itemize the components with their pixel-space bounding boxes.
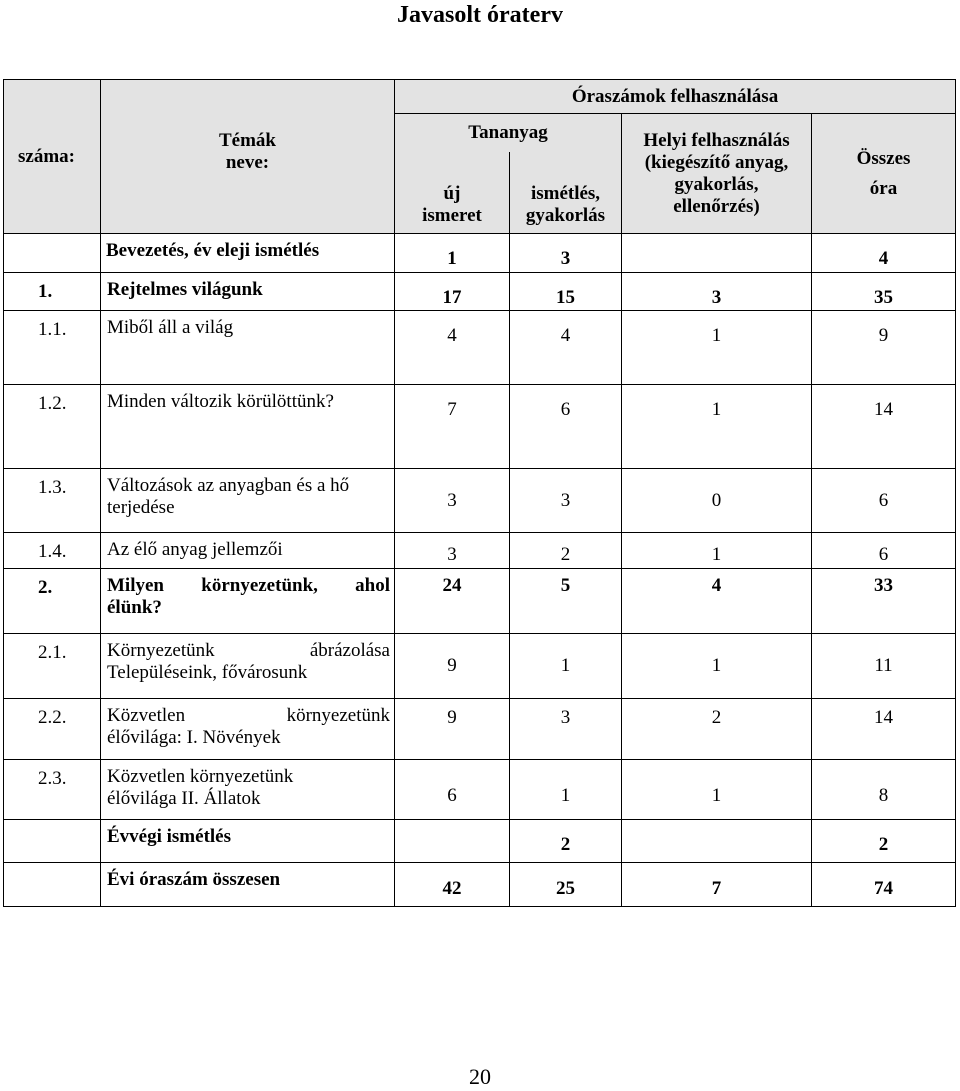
row-topic-line: Rejtelmes világunk xyxy=(107,279,263,300)
row-topic-line: Bevezetés, év eleji ismétlés xyxy=(106,240,320,261)
header-helyi-line-2: (kiegészítő anyag, xyxy=(644,151,789,173)
row-uj: 3 xyxy=(395,469,510,533)
row-helyi xyxy=(622,820,812,863)
row-helyi: 1 xyxy=(622,634,812,699)
row-uj: 3 xyxy=(395,533,510,569)
header-uj-line-2: ismeret xyxy=(422,205,482,226)
table-row xyxy=(4,569,956,634)
row-ism: 15 xyxy=(510,273,622,311)
row-helyi: 3 xyxy=(622,273,812,311)
table-row xyxy=(4,699,956,760)
row-topic-line: Közvetlen környezetünk xyxy=(107,766,294,787)
header-szama: száma: xyxy=(4,80,101,234)
row-uj: 24 xyxy=(395,569,510,634)
row-topic-line: Milyen környezetünk, ahol xyxy=(107,575,390,596)
row-code xyxy=(4,863,101,907)
header-helyi xyxy=(622,114,812,234)
table-row xyxy=(4,469,956,533)
header-helyi-line-4: ellenőrzés) xyxy=(673,195,760,217)
row-code: 2. xyxy=(4,569,101,634)
row-uj: 9 xyxy=(395,634,510,699)
row-code: 1.4. xyxy=(4,533,101,569)
header-neve: neve: xyxy=(101,152,395,234)
row-uj: 7 xyxy=(395,385,510,469)
row-topic xyxy=(101,533,395,569)
row-ism: 6 xyxy=(510,385,622,469)
row-code: 1.2. xyxy=(4,385,101,469)
row-osszes: 9 xyxy=(812,311,956,385)
table-row xyxy=(4,273,956,311)
row-code: 2.2. xyxy=(4,699,101,760)
row-topic xyxy=(101,760,395,820)
row-helyi xyxy=(622,234,812,273)
row-osszes: 11 xyxy=(812,634,956,699)
row-osszes: 8 xyxy=(812,760,956,820)
row-code: 2.3. xyxy=(4,760,101,820)
row-ism: 2 xyxy=(510,533,622,569)
table-row xyxy=(4,760,956,820)
header-osszes xyxy=(812,114,956,234)
row-ism: 3 xyxy=(510,699,622,760)
row-topic-line: élünk? xyxy=(107,597,162,618)
table-row xyxy=(4,634,956,699)
row-topic-line: Miből áll a világ xyxy=(107,317,234,338)
header-tananyag: Tananyag xyxy=(395,114,622,152)
row-topic xyxy=(101,634,395,699)
row-uj: 17 xyxy=(395,273,510,311)
row-ism: 2 xyxy=(510,820,622,863)
row-helyi: 1 xyxy=(622,533,812,569)
page-title: Javasolt óraterv xyxy=(397,2,563,28)
row-helyi: 1 xyxy=(622,385,812,469)
row-osszes: 14 xyxy=(812,699,956,760)
row-ism: 25 xyxy=(510,863,622,907)
row-osszes: 14 xyxy=(812,385,956,469)
row-topic-line: Változások az anyagban és a hő xyxy=(107,475,350,496)
row-topic xyxy=(101,311,395,385)
row-code: 1.3. xyxy=(4,469,101,533)
row-uj: 9 xyxy=(395,699,510,760)
row-topic xyxy=(101,569,395,634)
table-row xyxy=(4,385,956,469)
row-uj: 42 xyxy=(395,863,510,907)
header-osszes-line-1: Összes xyxy=(856,147,911,169)
header-uj-line-1: új xyxy=(443,183,461,204)
header-helyi-line-1: Helyi felhasználás xyxy=(643,129,790,151)
row-code: 1. xyxy=(4,273,101,311)
row-uj: 1 xyxy=(395,234,510,273)
table-row xyxy=(4,234,956,273)
table-row xyxy=(4,863,956,907)
header-uj-ismeret xyxy=(395,152,510,234)
row-osszes: 4 xyxy=(812,234,956,273)
row-uj: 4 xyxy=(395,311,510,385)
row-topic-line: élővilága: I. Növények xyxy=(107,727,281,748)
row-ism: 4 xyxy=(510,311,622,385)
row-code: 1.1. xyxy=(4,311,101,385)
header-ismetles-line-2: gyakorlás xyxy=(525,205,606,226)
row-ism: 1 xyxy=(510,634,622,699)
row-topic-line: Évvégi ismétlés xyxy=(107,826,232,847)
row-topic xyxy=(101,820,395,863)
row-ism: 5 xyxy=(510,569,622,634)
row-topic xyxy=(101,469,395,533)
row-ism: 3 xyxy=(510,469,622,533)
row-osszes: 33 xyxy=(812,569,956,634)
table-row xyxy=(4,820,956,863)
row-topic xyxy=(101,699,395,760)
lesson-plan-table xyxy=(3,79,956,907)
row-topic xyxy=(101,273,395,311)
header-osszes-line-2: óra xyxy=(869,177,898,199)
row-topic xyxy=(101,234,395,273)
row-ism: 3 xyxy=(510,234,622,273)
row-helyi: 1 xyxy=(622,311,812,385)
table-row xyxy=(4,533,956,569)
header-oraszamok: Óraszámok felhasználása xyxy=(395,80,956,114)
row-helyi: 0 xyxy=(622,469,812,533)
row-helyi: 7 xyxy=(622,863,812,907)
row-osszes: 74 xyxy=(812,863,956,907)
row-topic xyxy=(101,385,395,469)
row-osszes: 2 xyxy=(812,820,956,863)
row-osszes: 6 xyxy=(812,469,956,533)
row-topic-line: Minden változik körülöttünk? xyxy=(107,391,334,412)
row-topic-line: Évi óraszám összesen xyxy=(107,869,281,890)
page-number: 20 xyxy=(469,1064,491,1089)
row-topic xyxy=(101,863,395,907)
table-row xyxy=(4,311,956,385)
row-topic-line: Az élő anyag jellemzői xyxy=(107,539,283,560)
header-temak: Témák xyxy=(101,80,395,152)
row-topic-line: Közvetlen környezetünk xyxy=(107,705,390,726)
header-row-1 xyxy=(4,80,956,114)
header-helyi-line-3: gyakorlás, xyxy=(674,173,759,195)
row-osszes: 35 xyxy=(812,273,956,311)
row-code xyxy=(4,234,101,273)
header-ismetles xyxy=(510,152,622,234)
row-helyi: 4 xyxy=(622,569,812,634)
row-helyi: 2 xyxy=(622,699,812,760)
row-code: 2.1. xyxy=(4,634,101,699)
row-topic-line: Településeink, fővárosunk xyxy=(107,662,308,683)
row-topic-line: élővilága II. Állatok xyxy=(107,788,261,809)
row-ism: 1 xyxy=(510,760,622,820)
row-osszes: 6 xyxy=(812,533,956,569)
row-topic-line: terjedése xyxy=(107,497,175,518)
header-ismetles-line-1: ismétlés, xyxy=(530,183,601,204)
row-code xyxy=(4,820,101,863)
row-helyi: 1 xyxy=(622,760,812,820)
row-uj: 6 xyxy=(395,760,510,820)
row-topic-line: Környezetünk ábrázolása xyxy=(107,640,390,661)
row-uj xyxy=(395,820,510,863)
